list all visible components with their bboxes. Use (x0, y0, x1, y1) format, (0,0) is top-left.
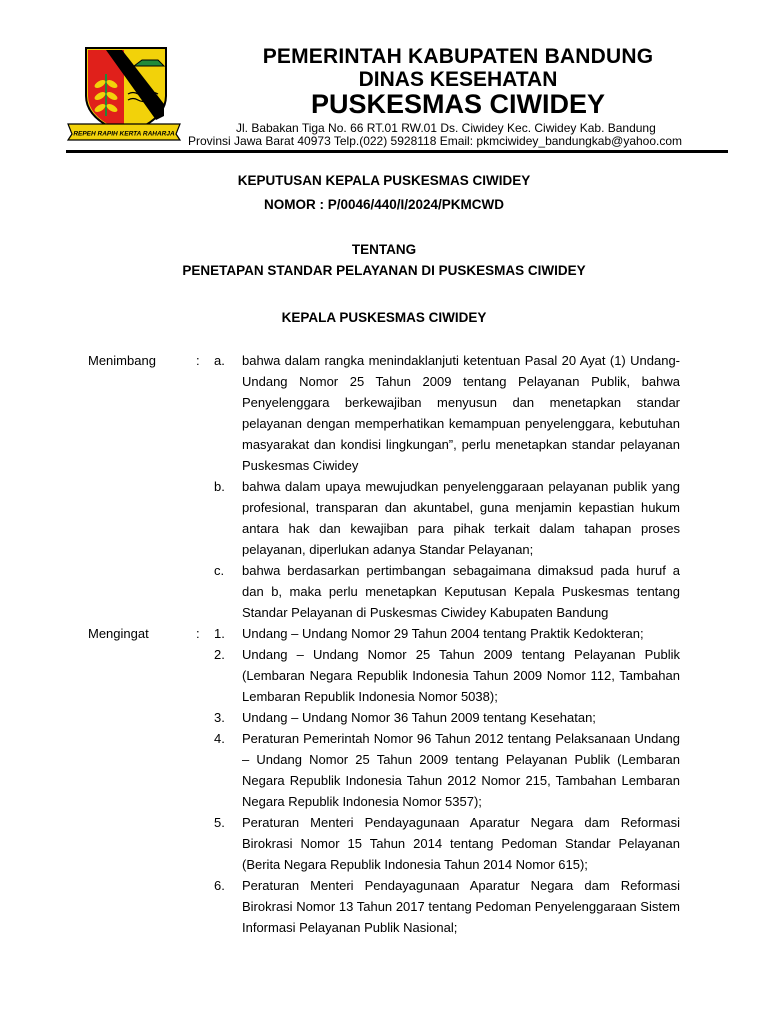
item-text: bahwa berdasarkan pertimbangan sebagaimana dimaksud pada huruf a dan b, maka perlu menetapkan Keputusan Kepala Puskesmas tentang Standar Pelayanan di Puskesmas Ciwidey Kabupaten Bandung (242, 563, 680, 620)
item-mark: 1. (214, 626, 225, 641)
recalling-label: Mengingat (88, 626, 149, 641)
considering-item (88, 476, 680, 560)
item-text: bahwa dalam rangka menindaklanjuti ketentuan Pasal 20 Ayat (1) Undang-Undang Nomor 25 Tahun 2009 tentang Pelayanan Publik, bahwa Penyelenggara berkewajiban menyusun dan menetapkan standar pelayanan dengan memperhatikan kemampuan penyelenggara, kebutuhan masyarakat dan kondisi lingkungan”, perlu menetapkan standar pelayanan Puskesmas Ciwidey (242, 353, 680, 473)
recalling-item (88, 812, 680, 875)
item-text: Undang – Undang Nomor 25 Tahun 2009 tentang Pelayanan Publik (Lembaran Negara Republik Indonesia Tahun 2009 Nomor 112, Tambahan Lembaran Republik Indonesia Nomor 5038); (242, 647, 680, 704)
recalling-item (88, 644, 680, 707)
considering-item (88, 560, 680, 623)
item-text: Peraturan Menteri Pendayagunaan Aparatur Negara dam Reformasi Birokrasi Nomor 15 Tahun 2014 tentang Pedoman Standar Pelayanan (Berita Negara Republik Indonesia Tahun 2014 Nomor 615); (242, 815, 680, 872)
letterhead-address-line-1: Jl. Babakan Tiga No. 66 RT.01 RW.01 Ds. Ciwidey Kec. Ciwidey Kab. Bandung (236, 121, 656, 135)
letterhead-address-line-2: Provinsi Jawa Barat 40973 Telp.(022) 5928118 Email: pkmciwidey_bandungkab@yahoo.com (188, 134, 683, 148)
item-mark: 2. (214, 647, 225, 662)
item-mark: c. (214, 563, 225, 578)
decree-title: KEPUTUSAN KEPALA PUSKESMAS CIWIDEY (237, 173, 531, 188)
item-mark: a. (214, 353, 225, 368)
item-text: Undang – Undang Nomor 36 Tahun 2009 tentang Kesehatan; (242, 710, 596, 725)
item-text: Peraturan Pemerintah Nomor 96 Tahun 2012 tentang Pelaksanaan Undang – Undang Nomor 25 Tahun 2009 tentang Pelayanan Publik (Lembaran Negara Republik Indonesia Tahun 2012 Nomor 215, Tambahan Lembaran Negara Republik Indonesia Nomor 5357); (242, 731, 680, 809)
considering-colon: : (196, 353, 200, 368)
decree-about: TENTANG (351, 242, 417, 257)
recalling-item (88, 707, 680, 728)
recalling-item (88, 875, 680, 938)
recalling-item (88, 728, 680, 812)
recalling-item (88, 623, 680, 644)
letterhead-institution: PUSKESMAS CIWIDEY (310, 89, 606, 119)
item-mark: 5. (214, 815, 225, 830)
considering-item (88, 350, 680, 476)
item-mark: 6. (214, 878, 225, 893)
item-mark: 4. (214, 731, 225, 746)
decree-body (88, 350, 680, 938)
recalling-colon: : (196, 626, 200, 641)
item-mark: 3. (214, 710, 225, 725)
decree-issuer: KEPALA PUSKESMAS CIWIDEY (281, 310, 487, 325)
decree-subject: PENETAPAN STANDAR PELAYANAN DI PUSKESMAS CIWIDEY (182, 263, 586, 278)
letterhead-divider (66, 150, 728, 153)
logo-motto: REPEH RAPIH KERTA RAHARJA (73, 130, 175, 138)
letterhead-department: DINAS KESEHATAN (358, 68, 558, 91)
item-text: bahwa dalam upaya mewujudkan penyelenggaraan pelayanan publik yang profesional, transparan dan akuntabel, guna menjamin kepastian hukum antara hak dan kewajiban para pihak terkait dalam tahapan proses pelayanan, diperlukan adanya Standar Pelayanan; (242, 479, 680, 557)
item-text: Undang – Undang Nomor 29 Tahun 2004 tentang Praktik Kedokteran; (242, 626, 644, 641)
letterhead-government: PEMERINTAH KABUPATEN BANDUNG (262, 45, 654, 68)
considering-label: Menimbang (88, 353, 156, 368)
item-text: Peraturan Menteri Pendayagunaan Aparatur Negara dam Reformasi Birokrasi Nomor 13 Tahun 2017 tentang Pedoman Penyelenggaraan Sistem Informasi Pelayanan Publik Nasional; (242, 878, 680, 935)
item-mark: b. (214, 479, 225, 494)
decree-number: NOMOR : P/0046/440/I/2024/PKMCWD (263, 197, 505, 212)
